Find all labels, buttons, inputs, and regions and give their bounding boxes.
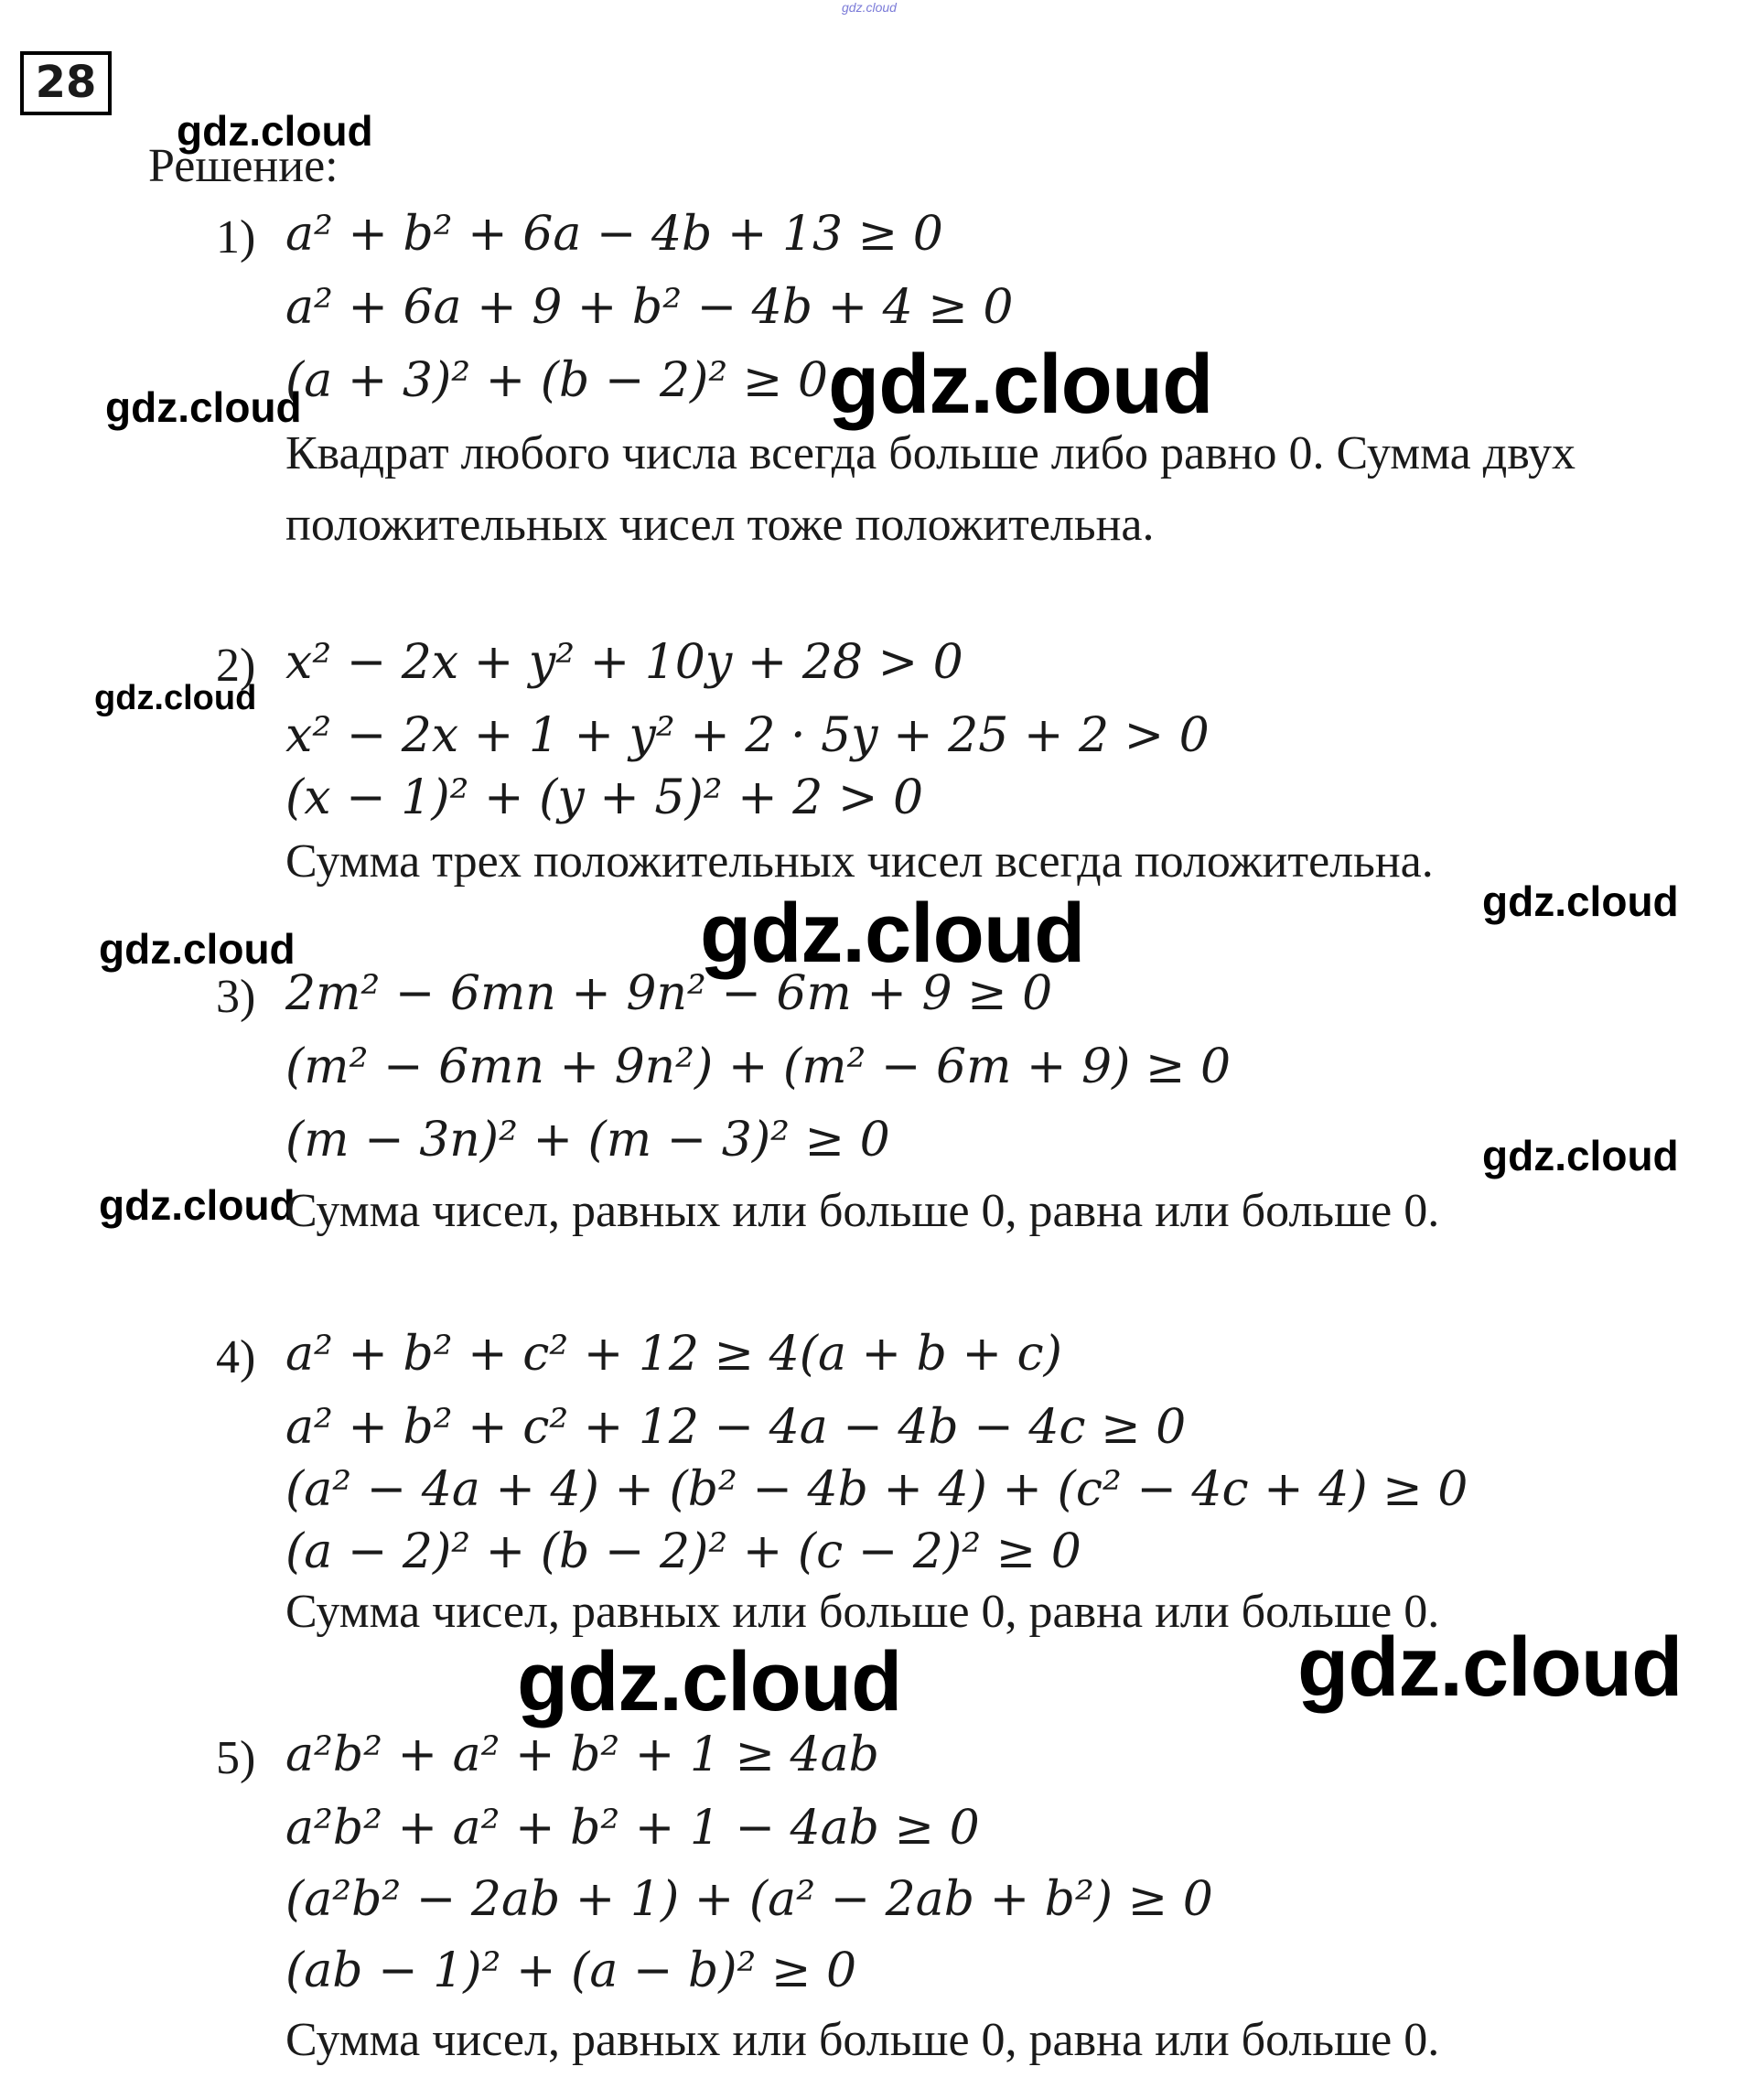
part-5-explanation-1: Сумма чисел, равных или больше 0, равна или больше 0. <box>285 2014 1440 2066</box>
part-3-explanation-1: Сумма чисел, равных или больше 0, равна или больше 0. <box>285 1185 1440 1237</box>
watermark-large: gdz.cloud <box>517 1635 902 1728</box>
watermark-large: gdz.cloud <box>828 338 1213 431</box>
watermark-small: gdz.cloud <box>1482 1132 1679 1179</box>
part-1-label: 1) <box>216 211 256 264</box>
part-4-line-3: (a² − 4a + 4) + (b² − 4b + 4) + (c² − 4c + 4) ≥ 0 <box>285 1462 1468 1517</box>
part-2-line-1: x² − 2x + y² + 10y + 28 > 0 <box>285 635 963 690</box>
watermark-small: gdz.cloud <box>1482 877 1679 925</box>
part-4-label: 4) <box>216 1331 256 1383</box>
watermark-small: gdz.cloud <box>94 679 257 717</box>
part-4-line-2: a² + b² + c² + 12 − 4a − 4b − 4c ≥ 0 <box>285 1400 1187 1455</box>
part-1-line-2: a² + 6a + 9 + b² − 4b + 4 ≥ 0 <box>285 280 1014 335</box>
watermark-small: gdz.cloud <box>99 925 296 973</box>
part-2-line-2: x² − 2x + 1 + y² + 2 · 5y + 25 + 2 > 0 <box>285 708 1210 763</box>
watermark-small: gdz.cloud <box>105 383 302 431</box>
part-1-line-3: (a + 3)² + (b − 2)² ≥ 0 <box>285 353 828 408</box>
part-1-line-1: a² + b² + 6a − 4b + 13 ≥ 0 <box>285 207 943 262</box>
part-1-explanation-2: положительных чисел тоже положительна. <box>285 499 1155 551</box>
part-2-label: 2) <box>216 640 256 692</box>
watermark-small: gdz.cloud <box>177 107 373 155</box>
part-3-line-1: 2m² − 6mn + 9n² − 6m + 9 ≥ 0 <box>285 966 1053 1021</box>
part-5-line-3: (a²b² − 2ab + 1) + (a² − 2ab + b²) ≥ 0 <box>285 1872 1213 1927</box>
watermark-small: gdz.cloud <box>99 1181 296 1229</box>
part-5-label: 5) <box>216 1732 256 1784</box>
part-4-line-4: (a − 2)² + (b − 2)² + (c − 2)² ≥ 0 <box>285 1524 1081 1579</box>
part-3-line-3: (m − 3n)² + (m − 3)² ≥ 0 <box>285 1113 890 1168</box>
part-1-explanation-1: Квадрат любого числа всегда больше либо равно 0. Сумма двух <box>285 427 1576 479</box>
task-number-box: 28 <box>20 51 112 115</box>
solution-heading: Решение: <box>148 140 339 192</box>
watermark-large: gdz.cloud <box>1297 1620 1683 1714</box>
part-3-line-2: (m² − 6mn + 9n²) + (m² − 6m + 9) ≥ 0 <box>285 1039 1232 1094</box>
part-4-explanation-1: Сумма чисел, равных или больше 0, равна или больше 0. <box>285 1586 1440 1638</box>
part-2-line-3: (x − 1)² + (y + 5)² + 2 > 0 <box>285 770 924 825</box>
part-5-line-1: a²b² + a² + b² + 1 ≥ 4ab <box>285 1728 879 1782</box>
part-4-line-1: a² + b² + c² + 12 ≥ 4(a + b + c) <box>285 1327 1062 1382</box>
part-5-line-4: (ab − 1)² + (a − b)² ≥ 0 <box>285 1943 857 1998</box>
watermark-large: gdz.cloud <box>700 887 1085 980</box>
part-3-label: 3) <box>216 971 256 1023</box>
top-watermark: gdz.cloud <box>842 0 897 15</box>
part-2-explanation-1: Сумма трех положительных чисел всегда положительна. <box>285 835 1434 888</box>
part-5-line-2: a²b² + a² + b² + 1 − 4ab ≥ 0 <box>285 1801 980 1856</box>
